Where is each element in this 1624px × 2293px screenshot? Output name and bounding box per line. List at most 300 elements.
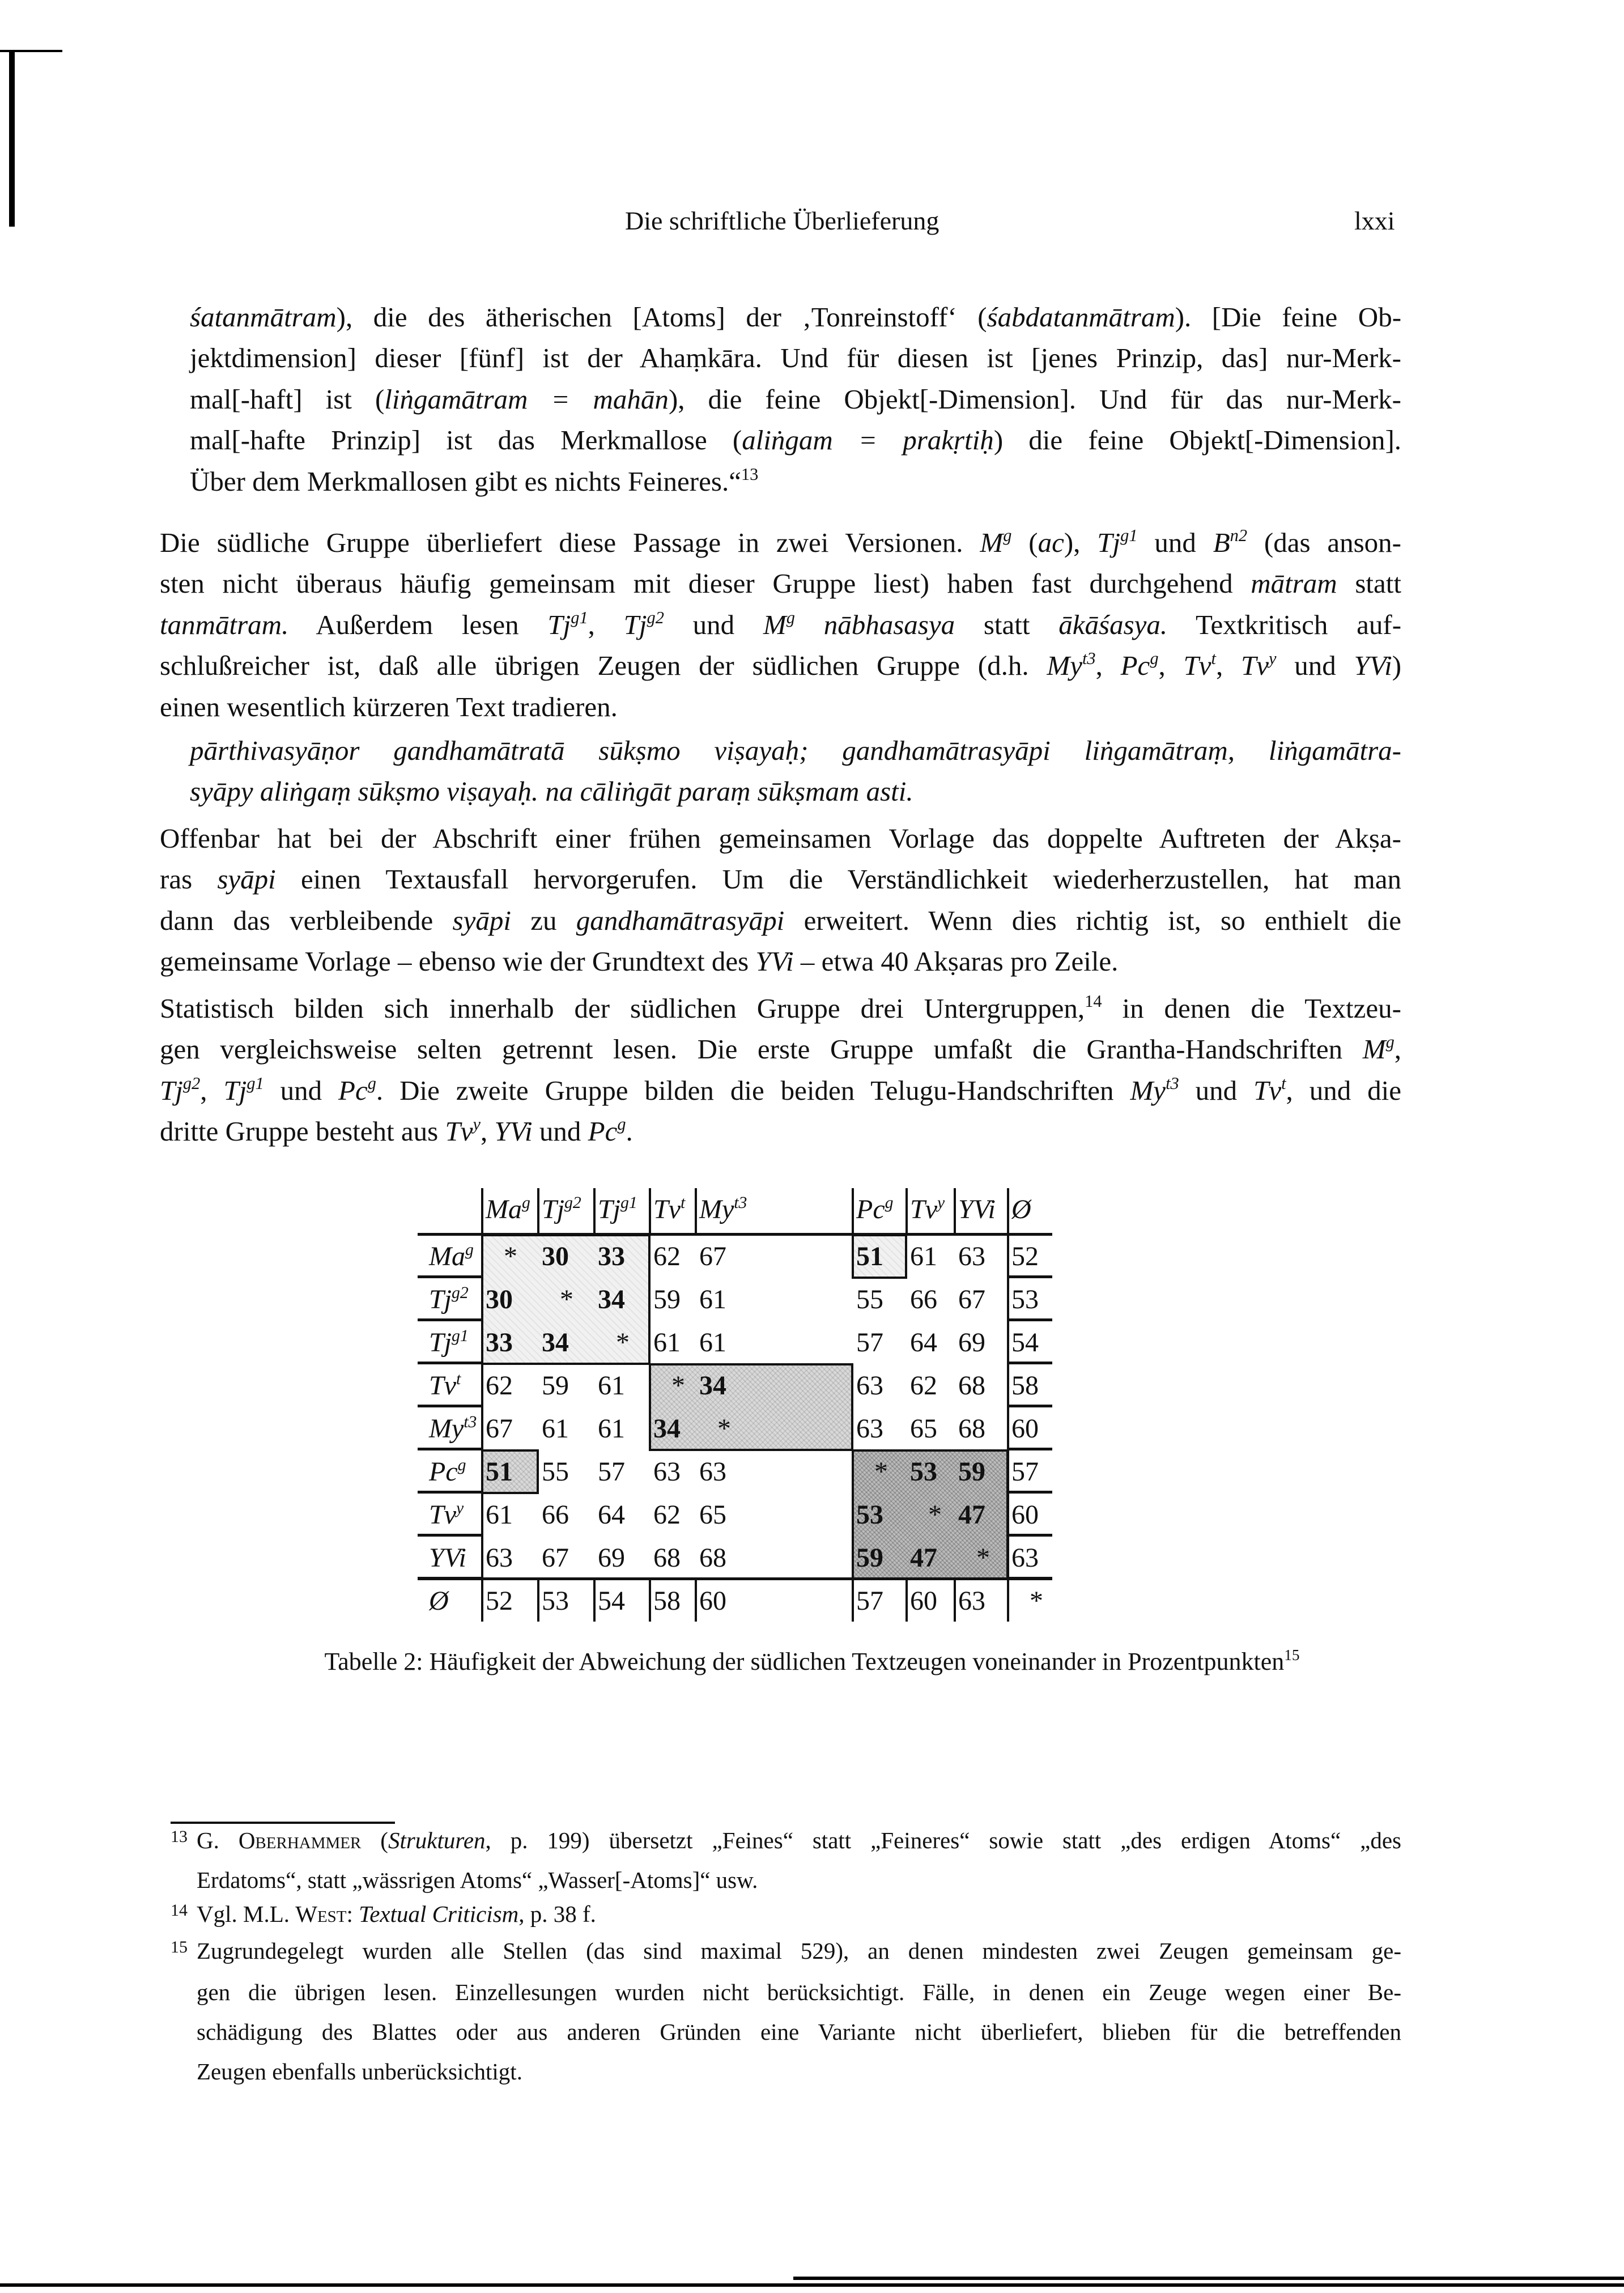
value-cell: 61 [699,1328,726,1358]
value-cell: 33 [486,1328,513,1358]
row-header [429,1369,461,1403]
value-cell: 61 [699,1284,726,1314]
value-cell: 68 [958,1414,985,1444]
value-cell: 62 [653,1241,681,1271]
value-cell: 63 [856,1371,883,1401]
siglum-base: Tv [429,1500,456,1530]
avg-row-divider [852,1579,854,1622]
value-cell: 67 [486,1414,513,1444]
text: , [1095,650,1121,681]
siglum-sup: y [456,1498,464,1517]
avg-col-rule [1007,1534,1052,1537]
column-header [958,1193,996,1227]
text: und [664,609,763,640]
siglum-base: Tj [429,1284,452,1314]
siglum-base: Tj [542,1194,565,1224]
quote-term: aliṅgam = prakṛtiḥ [742,424,994,456]
value-cell: 57 [598,1457,625,1487]
siglum-sup: g1 [1120,526,1138,546]
siglum: Tv [1253,1075,1282,1106]
table-vertical-rule [481,1234,483,1622]
value-cell: 57 [856,1328,883,1358]
page-number: lxxi [1354,206,1395,235]
siglum: M [980,527,1004,558]
diagonal-cell: * [560,1284,573,1314]
header-rule [418,1233,1052,1236]
value-cell: 61 [598,1371,625,1401]
footnote-15-line-4: Zeugen ebenfalls unberücksichtigt. [197,2058,522,2084]
siglum-sup: t [1211,649,1216,669]
row-header [429,1412,477,1446]
siglum: B [1213,527,1230,558]
siglum-base: Pc [856,1194,885,1224]
text: ( [361,1827,388,1853]
sanskrit-line-2: syāpy aliṅgaṃ sūkṣmo viṣayaḥ. na cāliṅgāt paraṃ sūkṣmam asti. [190,776,913,807]
header-divider [905,1188,908,1234]
value-cell: 58 [1011,1371,1039,1401]
siglum: My [1130,1075,1166,1106]
value-cell: 61 [653,1328,681,1358]
siglum: YVi [494,1116,533,1147]
text: , [480,1116,495,1147]
diagonal-cell: * [1030,1586,1043,1616]
page-bottom-edge [0,2283,1624,2287]
text: in denen die Textzeu- [1102,993,1401,1024]
siglum-sup: t [456,1369,461,1388]
quote-term: liṅgamātram = mahān [384,384,669,415]
footnote-13-line-2: Erdatoms“, statt „wässrigen Atoms“ „Wasser[-Atoms]“ usw. [197,1867,758,1893]
text: einen Textausfall hervorgerufen. Um die Verständlichkeit wiederherzustellen, hat man [275,863,1402,895]
value-cell: 62 [910,1371,937,1401]
value-cell: 47 [910,1543,937,1573]
value-cell: 53 [1011,1284,1039,1314]
text: : [346,1901,359,1927]
siglum-sup: t3 [464,1412,477,1431]
siglum-sup: g2 [452,1283,469,1302]
footnote-15-line-2: gen die übrigen lesen. Einzellesungen wurden nicht berücksichtigt. Fälle, in denen ein Zeuge wegen einer Be- [197,1979,1401,2005]
value-cell: 59 [856,1543,883,1573]
value-cell: 33 [598,1241,625,1271]
quote-line-3 [190,382,1401,416]
siglum-base: Ø [1011,1194,1031,1224]
text: , p. 199) übersetzt „Feines“ statt „Feineres“ sowie statt „des erdigen Atoms“ „des [485,1827,1402,1853]
text: schlußreicher ist, daß alle übrigen Zeugen der südlichen Gruppe (d.h. [160,650,1047,681]
text: , und die [1286,1075,1401,1106]
siglum-sup: g [617,1114,626,1134]
footnote-ref-14[interactable]: 14 [1085,992,1102,1011]
value-cell: 58 [653,1586,681,1616]
siglum-base: Tv [429,1371,456,1401]
siglum-base: Tj [429,1328,452,1358]
text: und [1137,527,1213,558]
siglum-sup: y [937,1193,945,1212]
siglum-sup: g [521,1193,530,1212]
siglum-sup: y [473,1114,481,1134]
value-cell: 54 [598,1586,625,1616]
value-cell: 65 [699,1500,726,1530]
text: , [1394,1033,1401,1065]
siglum: M [1362,1033,1386,1065]
footnote-ref-13[interactable]: 13 [741,465,759,484]
text: ( [1011,527,1038,558]
caption-text: Tabelle 2: Häufigkeit der Abweichung der südlichen Textzeugen voneinander in Prozentpunkten [324,1648,1285,1675]
text: und [1179,1075,1254,1106]
text: einen wesentlich kürzeren Text tradieren. [160,691,618,722]
value-cell: 69 [598,1543,625,1573]
value-cell: 66 [910,1284,937,1314]
text: ) [1392,650,1402,681]
siglum: M [763,609,787,640]
avg-row-divider [695,1579,697,1622]
para2-line-5 [160,690,618,724]
text: dann das verbleibende [160,905,453,936]
header-divider [649,1188,651,1234]
value-cell: 67 [958,1284,985,1314]
text: und [263,1075,339,1106]
text: erweitert. Wenn dies richtig ist, so enthielt die [784,905,1401,936]
value-cell: 67 [542,1543,569,1573]
text: gemeinsame Vorlage – ebenso wie der Grundtext des [160,946,756,977]
quote-line-2 [190,341,1401,375]
value-cell: 34 [699,1371,726,1401]
siglum-sup: g1 [246,1074,264,1094]
value-cell: 60 [1011,1414,1039,1444]
avg-col-rule [1007,1318,1052,1321]
siglum-base: Tv [653,1194,681,1224]
column-header [486,1193,530,1227]
avg-col-rule [1007,1275,1052,1278]
text: Außerdem lesen [288,609,548,640]
quote-text: mal[-haft] ist ( [190,384,385,415]
value-cell: 59 [653,1284,681,1314]
text: , p. 38 f. [518,1901,596,1927]
text: , [1158,650,1184,681]
value-cell: 63 [856,1414,883,1444]
value-cell: 53 [856,1500,883,1530]
siglum-sup: g1 [571,608,588,628]
value-cell: 55 [542,1457,569,1487]
footnote-separator [171,1822,395,1824]
work-title: Strukturen [388,1827,486,1853]
siglum-base: My [699,1194,734,1224]
text: , [588,609,624,640]
quote-line-1 [190,300,1401,334]
value-cell: 63 [1011,1543,1039,1573]
quote-text: mal[-hafte Prinzip] ist das Merkmallose ( [190,424,742,456]
value-cell: 64 [910,1328,937,1358]
avg-row-divider [905,1579,908,1622]
text: Vgl. M.L. [197,1901,296,1927]
column-header [542,1193,581,1227]
siglum-sup: g [367,1074,376,1094]
siglum-sup: g1 [620,1193,637,1212]
avg-col-rule [1007,1362,1052,1364]
footnote-15-line-1: Zugrundegelegt wurden alle Stellen (das sind maximal 529), an denen mindesten zwei Zeugen gemeinsam ge- [197,1938,1401,1964]
column-header [856,1193,894,1227]
para2-line-4 [160,649,1401,683]
para3-line-3 [160,904,1401,938]
footnote-14-number: 14 [171,1901,188,1920]
value-cell: 34 [653,1414,681,1444]
siglum: Pc [1120,650,1150,681]
text: dritte Gruppe besteht aus [160,1116,445,1147]
text: , [200,1075,224,1106]
value-cell: 51 [856,1241,883,1271]
para3-line-2 [160,862,1401,896]
text: sten nicht überaus häufig gemeinsam mit dieser Gruppe liest) haben fast durchgehend [160,568,1251,599]
siglum-sup: t3 [734,1193,747,1212]
quote-text: jektdimension] dieser [fünf] ist der Ahaṃkāra. Und für diesen ist [jenes Prinzip, das] nur-Merk- [190,342,1401,373]
para2-line-3 [160,608,1401,642]
footnote-14-line-1 [197,1899,596,1929]
siglum: Tj [1097,527,1121,558]
row-header [429,1541,466,1575]
row-header [429,1283,469,1317]
para3-line-4 [160,945,1118,979]
value-cell: 67 [699,1241,726,1271]
text: Die südliche Gruppe überliefert diese Passage in zwei Versionen. [160,527,980,558]
value-cell: 63 [958,1241,985,1271]
para4-line-4 [160,1114,633,1148]
value-cell: 30 [486,1284,513,1314]
value-cell: 63 [958,1586,985,1616]
row-label-rule [418,1318,481,1321]
sanskrit-line-1: pārthivasyāṇor gandhamātratā sūkṣmo viṣayaḥ; gandhamātrasyāpi liṅgamātraṃ, liṅgamātra- [190,735,1401,766]
siglum-sup: y [1269,649,1277,669]
table-vertical-rule [1007,1234,1009,1622]
header-divider [537,1188,539,1234]
value-cell: 57 [1011,1457,1039,1487]
siglum-sup: g2 [564,1193,581,1212]
text: ras [160,863,218,895]
row-label-rule [418,1491,481,1494]
avg-row-rule [418,1577,1052,1580]
text: (das anson- [1247,527,1401,558]
siglum: Pc [338,1075,368,1106]
row-label-rule [418,1362,481,1364]
siglum: YVi [755,946,794,977]
avg-col-rule [1007,1448,1052,1450]
row-label-rule [418,1534,481,1537]
row-header [429,1498,464,1532]
term: syāpi [452,905,511,936]
quote-term: śabdatanmātram [987,301,1175,333]
value-cell: 61 [598,1414,625,1444]
siglum: My [1047,650,1082,681]
siglum-sup: g [465,1240,474,1259]
footnote-13-line-1 [197,1826,1401,1855]
value-cell: 69 [958,1328,985,1358]
value-cell: 61 [910,1241,937,1271]
header-divider [695,1188,697,1234]
siglum: Tv [1241,650,1269,681]
avg-row-divider [593,1579,596,1622]
author-name: Oberhammer [238,1827,362,1853]
value-cell: 30 [542,1241,569,1271]
row-header [429,1240,474,1274]
term: ākāśasya. [1058,609,1168,640]
text: zu [511,905,576,936]
value-cell: 60 [910,1586,937,1616]
value-cell: 68 [653,1543,681,1573]
value-cell: 61 [542,1414,569,1444]
value-cell: 52 [1011,1241,1039,1271]
siglum-base: YVi [958,1194,996,1224]
header-divider [1007,1188,1009,1234]
siglum-base: Ma [486,1194,522,1224]
value-cell: 63 [653,1457,681,1487]
siglum: Tj [160,1075,183,1106]
siglum-sup: t3 [1082,649,1096,669]
term: gandhamātrasyāpi [576,905,785,936]
text: statt [955,609,1059,640]
text: G. [197,1827,239,1853]
term: mātram [1251,568,1337,599]
siglum-sup: n2 [1230,526,1248,546]
siglum-sup: g [885,1193,894,1212]
value-cell: 53 [910,1457,937,1487]
siglum: YVi [1354,650,1392,681]
diagonal-cell: * [504,1241,517,1271]
value-cell: 57 [856,1586,883,1616]
text: ), [1064,527,1098,558]
para3-line-1 [160,822,1401,856]
text: Offenbar hat bei der Abschrift einer frühen gemeinsamen Vorlage das doppelte Auftreten der Akṣa- [160,823,1401,854]
column-header [699,1193,747,1227]
siglum: ac [1038,527,1064,558]
siglum-base: My [429,1414,464,1444]
value-cell: 68 [958,1371,985,1401]
text: – etwa 40 Akṣaras pro Zeile. [793,946,1119,977]
row-label-rule [418,1448,481,1450]
term: nābhasasya [823,609,955,640]
siglum-base: Ø [429,1586,449,1616]
diagonal-cell: * [717,1414,731,1444]
para4-line-1 [160,992,1401,1026]
row-label-rule [418,1405,481,1407]
author-name: West [295,1901,347,1927]
row-label-rule [418,1275,481,1278]
siglum-base: Ma [429,1241,465,1271]
diagonal-cell: * [928,1500,942,1530]
footnote-15-number: 15 [171,1938,188,1956]
value-cell: 61 [486,1500,513,1530]
siglum-sup: t3 [1166,1074,1179,1094]
column-header [598,1193,637,1227]
text [795,609,824,640]
value-cell: 66 [542,1500,569,1530]
value-cell: 34 [598,1284,625,1314]
text: statt [1337,568,1401,599]
diagonal-cell: * [616,1328,630,1358]
work-title: Textual Criticism [359,1901,519,1927]
row-header [429,1455,466,1489]
siglum-sup: g2 [182,1074,201,1094]
header-divider [954,1188,956,1234]
value-cell: 60 [1011,1500,1039,1530]
text: gen vergleichsweise selten getrennt lesen. Die erste Gruppe umfaßt die Grantha-Handschriften [160,1033,1363,1065]
siglum: Tj [547,609,571,640]
siglum: Tj [223,1075,247,1106]
siglum-sup: g [786,608,795,628]
value-cell: 59 [958,1457,985,1487]
footnote-15-line-3: schädigung des Blattes oder aus anderen Gründen eine Variante nicht überliefert, blieben für die betreffenden [197,2019,1401,2045]
siglum: Tj [623,609,647,640]
value-cell: 52 [486,1586,513,1616]
value-cell: 63 [486,1543,513,1573]
value-cell: 34 [542,1328,569,1358]
value-cell: 62 [653,1500,681,1530]
column-header [1011,1193,1031,1227]
text: . Die zweite Gruppe bilden die beiden Telugu-Handschriften [376,1075,1130,1106]
footnote-ref-15[interactable]: 15 [1284,1646,1300,1664]
quote-line-4 [190,423,1401,457]
para4-line-3 [160,1074,1401,1108]
quote-text: Über dem Merkmallosen gibt es nichts Feineres.“ [190,466,741,497]
table-caption [0,1646,1624,1678]
value-cell: 54 [1011,1328,1039,1358]
avg-row-divider [954,1579,956,1622]
value-cell: 47 [958,1500,985,1530]
siglum-base: Tj [598,1194,621,1224]
para2-line-1 [160,526,1401,560]
value-cell: 68 [699,1543,726,1573]
siglum-base: YVi [429,1543,466,1573]
text: Statistisch bilden sich innerhalb der südlichen Gruppe drei Untergruppen, [160,993,1085,1024]
siglum-sup: g [1003,526,1012,546]
siglum: Pc [588,1116,618,1147]
term: syāpi [217,863,276,895]
text: , [1215,650,1242,681]
value-cell: 55 [856,1284,883,1314]
siglum-base: Pc [429,1457,458,1487]
column-header [653,1193,685,1227]
quote-text: ) die feine Objekt[-Dimension]. [993,424,1402,456]
para2-line-2 [160,567,1401,601]
siglum-base: Tv [910,1194,937,1224]
quote-text: ), die feine Objekt[-Dimension]. Und für das nur-Merk- [668,384,1401,415]
running-title: Die schriftliche Überlieferung [625,206,939,235]
siglum-sup: g [457,1455,466,1474]
value-cell: 59 [542,1371,569,1401]
siglum-sup: g [1385,1032,1395,1052]
header-divider [481,1188,483,1234]
row-header [429,1326,469,1360]
quote-text: ). [Die feine Ob- [1175,301,1402,333]
diagonal-cell: * [671,1371,685,1401]
quote-line-5 [190,465,758,499]
text: und [1276,650,1354,681]
siglum: Tv [1183,650,1211,681]
quote-text: ), die des ätherischen [Atoms] der ‚Tonreinstoff‘ ( [336,301,987,333]
value-cell: 63 [699,1457,726,1487]
crop-mark-vertical [9,51,15,227]
value-cell: 65 [910,1414,937,1444]
column-header [910,1193,945,1227]
header-divider [593,1188,596,1234]
term: tanmātram. [160,609,289,640]
diagonal-cell: * [874,1457,888,1487]
value-cell: 64 [598,1500,625,1530]
footnote-13-number: 13 [171,1827,188,1846]
value-cell: 53 [542,1586,569,1616]
text: Textkritisch auf- [1167,609,1402,640]
siglum-sup: t [681,1193,686,1212]
siglum-sup: t [1281,1074,1286,1094]
siglum: Tv [445,1116,473,1147]
siglum-sup: g2 [647,608,664,628]
header-divider [852,1188,854,1234]
